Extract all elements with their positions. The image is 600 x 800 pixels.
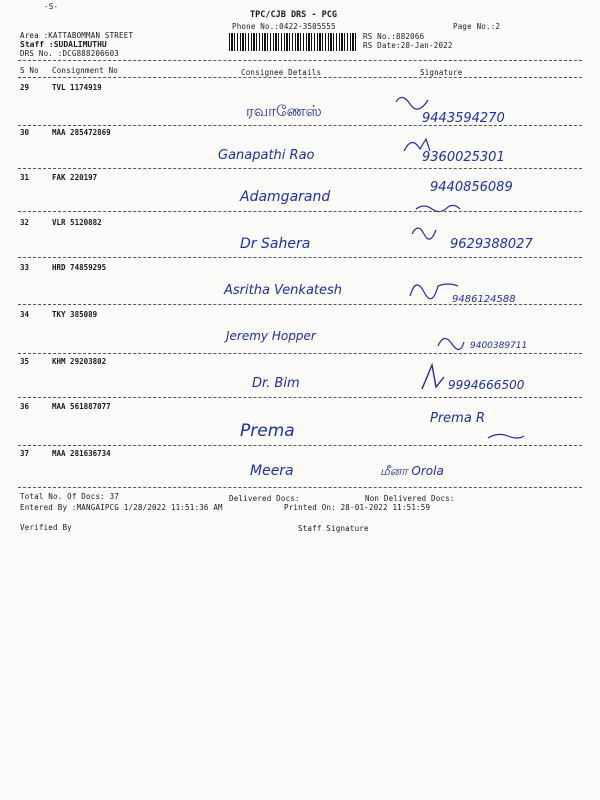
- col-consignee: Consignee Details: [241, 68, 322, 77]
- barcode: [229, 33, 357, 51]
- entered-by: Entered By :MANGAIPCG 1/28/2022 11:51:36 AM: [20, 503, 223, 512]
- consignee-name-handwriting: Meera: [250, 463, 294, 479]
- footer-divider: [18, 487, 582, 488]
- row-consignment: MAA 561887077: [52, 402, 111, 411]
- header-divider: [18, 60, 582, 61]
- handwritten-signature: [200, 218, 580, 258]
- row-divider: [18, 397, 582, 398]
- handwritten-signature: [200, 404, 580, 444]
- staff-label: Staff :SUDALIMUTHU: [20, 40, 107, 49]
- consignee-phone-handwriting: 9994666500: [448, 378, 525, 392]
- row-sno: 37: [20, 449, 30, 458]
- total-docs: Total No. Of Docs: 37: [20, 492, 120, 501]
- col-signature: Signature: [420, 68, 463, 77]
- row-sno: 35: [20, 357, 30, 366]
- row-consignment: VLR 5120882: [52, 218, 102, 227]
- row-consignment: TKY 385089: [52, 310, 98, 319]
- row-consignment: TVL 1174919: [52, 83, 102, 92]
- columns-divider: [18, 77, 582, 78]
- consignee-name-handwriting: Dr Sahera: [240, 236, 311, 252]
- area-label: Area :KATTABOMMAN STREET: [20, 31, 134, 40]
- rs-date: RS Date:28-Jan-2022: [363, 41, 453, 50]
- drs-number: DRS No. :DCG888206603: [20, 49, 120, 58]
- consignee-name-handwriting: Adamgarand: [240, 189, 331, 205]
- col-sno: S No: [20, 66, 39, 75]
- handwritten-signature: [200, 131, 580, 171]
- consignee-name-handwriting: Prema: [240, 421, 295, 441]
- row-consignment: MAA 281636734: [52, 449, 111, 458]
- consignee-name-handwriting: Jeremy Hopper: [226, 329, 316, 343]
- row-consignment: KHM 29203802: [52, 357, 107, 366]
- row-consignment: HRD 74859295: [52, 263, 107, 272]
- row-divider: [18, 445, 582, 446]
- row-divider: [18, 211, 582, 212]
- handwritten-signature: [200, 173, 580, 213]
- non-delivered-docs: Non Delivered Docs:: [365, 494, 455, 503]
- row-divider: [18, 125, 582, 126]
- handwritten-signature: [200, 266, 580, 306]
- consignee-phone-handwriting: 9400389711: [470, 341, 528, 351]
- consignee-phone-handwriting: Prema R: [430, 411, 485, 426]
- row-sno: 34: [20, 310, 30, 319]
- staff-signature: Staff Signature: [298, 524, 369, 533]
- row-divider: [18, 168, 582, 169]
- row-divider: [18, 304, 582, 305]
- consignee-phone-handwriting: 9443594270: [422, 111, 505, 126]
- handwritten-signature: [200, 449, 580, 489]
- row-sno: 30: [20, 128, 30, 137]
- handwritten-signature: [200, 361, 580, 401]
- row-divider: [18, 353, 582, 354]
- consignee-name-handwriting: Asritha Venkatesh: [224, 283, 343, 298]
- consignee-phone-handwriting: மீனா Orola: [380, 464, 444, 478]
- rs-number: RS No.:882066: [363, 32, 425, 41]
- row-divider: [18, 257, 582, 258]
- phone-number: Phone No.:0422-3505555: [232, 22, 336, 31]
- handwritten-signature: [200, 92, 580, 132]
- consignee-name-handwriting: Ganapathi Rao: [218, 148, 315, 163]
- row-consignment: MAA 285472869: [52, 128, 111, 137]
- row-sno: 32: [20, 218, 30, 227]
- consignee-phone-handwriting: 9629388027: [450, 237, 533, 252]
- row-consignment: FAK 220197: [52, 173, 98, 182]
- consignee-phone-handwriting: 9440856089: [430, 180, 513, 195]
- document-title: TPC/CJB DRS - PCG: [250, 10, 337, 20]
- consignee-name-handwriting: ரவாணேஸ்: [246, 102, 322, 120]
- row-sno: 31: [20, 173, 30, 182]
- doc-mark: -S-: [44, 2, 59, 11]
- row-sno: 33: [20, 263, 30, 272]
- handwritten-signature: [200, 314, 580, 354]
- consignee-phone-handwriting: 9360025301: [422, 150, 505, 165]
- consignee-phone-handwriting: 9486124588: [452, 294, 516, 305]
- col-consignment: Consignment No: [52, 66, 119, 75]
- page-number: Page No.:2: [453, 22, 501, 31]
- consignee-name-handwriting: Dr. Bim: [252, 376, 300, 391]
- row-sno: 36: [20, 402, 30, 411]
- printed-on: Printed On: 28-01-2022 11:51:59: [284, 503, 431, 512]
- verified-by: Verified By: [20, 523, 72, 532]
- delivered-docs: Delivered Docs:: [229, 494, 300, 503]
- row-sno: 29: [20, 83, 30, 92]
